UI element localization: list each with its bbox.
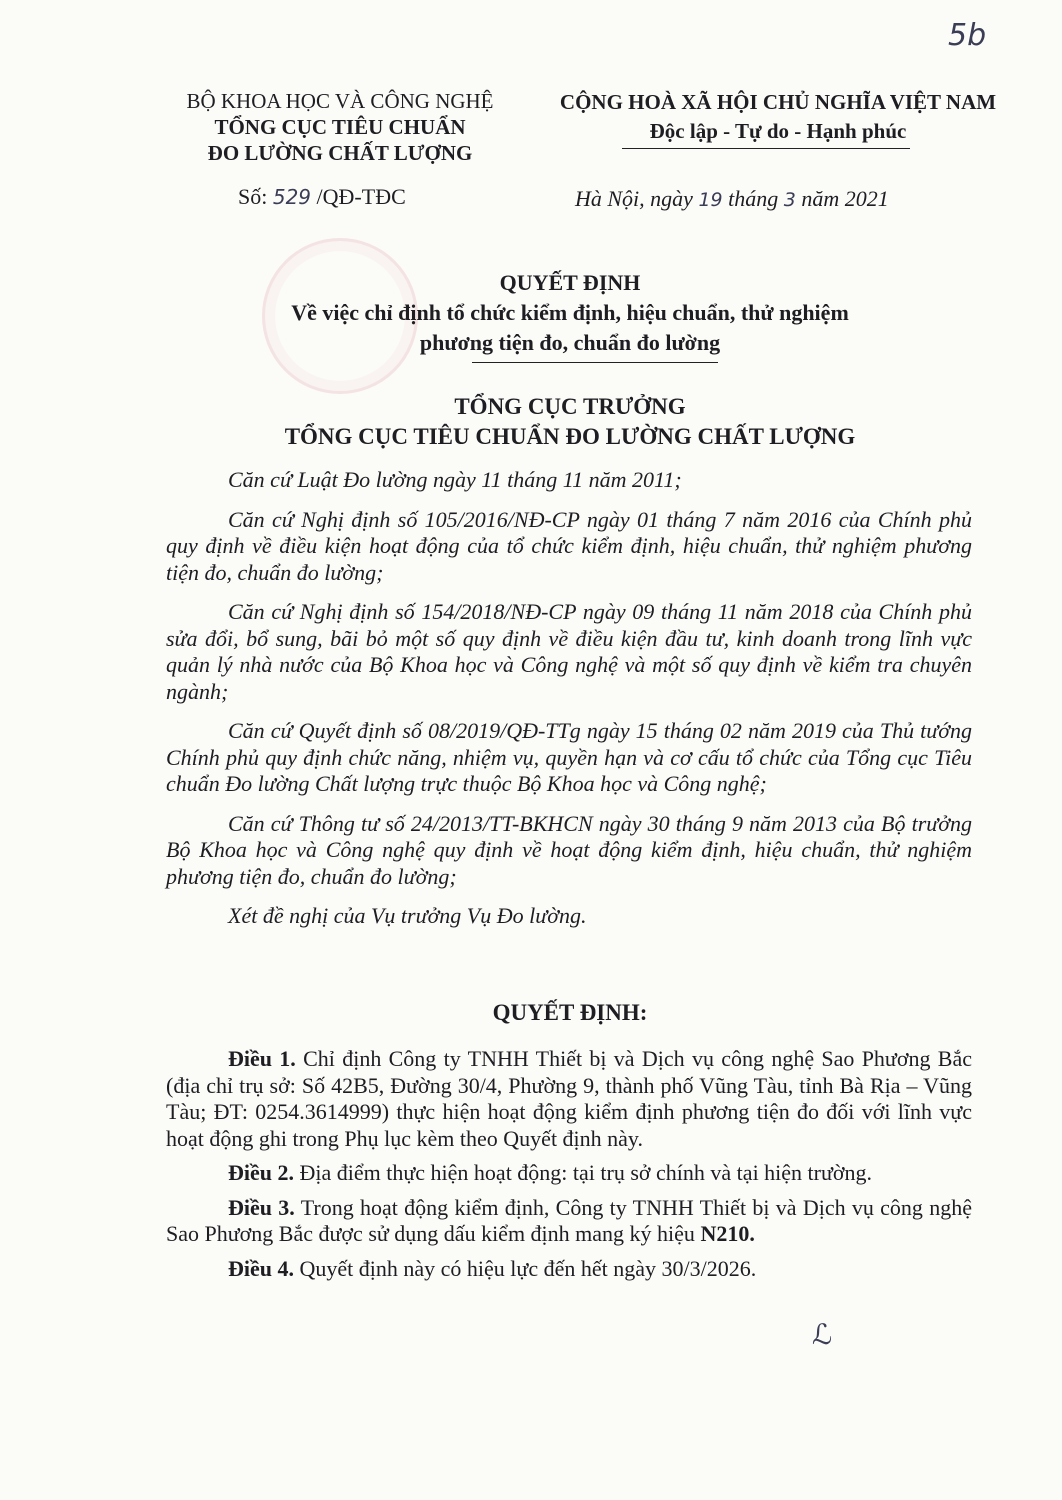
legal-bases <box>166 467 972 930</box>
issuing-agency-block <box>150 88 530 166</box>
article-2-label: Điều 2. <box>228 1160 294 1185</box>
article-1-text: Chỉ định Công ty TNHH Thiết bị và Dịch vụ công nghệ Sao Phương Bắc (địa chỉ trụ sở: Số 42B5, Đường 30/4, Phường 9, thành phố Vũng Tàu, tỉnh Bà Rịa – Vũng Tàu; ĐT: 0254.3614999) thực hiện hoạt động kiểm định phương tiện đo đối với lĩnh vực hoạt động ghi trong Phụ lục kèm theo Quyết định này. <box>166 1046 973 1151</box>
date-month-handwritten: 3 <box>783 189 796 211</box>
page-mark-handwritten: 5b <box>948 18 987 53</box>
authority-block <box>150 392 990 452</box>
basis-5: Căn cứ Thông tư số 24/2013/TT-BKHCN ngày 30 tháng 9 năm 2013 của Bộ trưởng Bộ Khoa học và Công nghệ quy định về hoạt động kiểm định, hiệu chuẩn, thử nghiệm phương tiện đo, chuẩn đo lường; <box>166 810 972 889</box>
article-1-label: Điều 1. <box>228 1046 296 1071</box>
date-prefix: Hà Nội, ngày <box>575 186 693 211</box>
stamp-symbol: N210. <box>700 1221 755 1246</box>
basis-4: Căn cứ Quyết định số 08/2019/QĐ-TTg ngày 15 tháng 02 năm 2019 của Thủ tướng Chính phủ quy định chức năng, nhiệm vụ, quyền hạn và cơ cấu tổ chức của Tổng cục Tiêu chuẩn Đo lường Chất lượng trực thuộc Bộ Khoa học và Công nghệ; <box>166 718 972 796</box>
number-handwritten: 529 <box>272 185 312 209</box>
date-day-handwritten: 19 <box>698 189 723 211</box>
article-1 <box>166 1046 972 1152</box>
document-date <box>575 186 889 212</box>
title-underline <box>472 362 718 363</box>
article-4-text: Quyết định này có hiệu lực đến hết ngày 30/3/2026. <box>299 1255 757 1281</box>
motto-underline <box>622 148 910 149</box>
article-4-label: Điều 4. <box>228 1255 294 1281</box>
decision-articles-heading: QUYẾT ĐỊNH: <box>492 1000 648 1025</box>
decision-title-block <box>150 268 990 358</box>
agency-name-line1: TỔNG CỤC TIÊU CHUẨN <box>214 115 466 139</box>
article-2 <box>166 1160 972 1187</box>
national-motto-block <box>538 88 1018 146</box>
article-2-text: Địa điểm thực hiện hoạt động: tại trụ sở chính và tại hiện trường. <box>299 1160 873 1185</box>
basis-6: Xét đề nghị của Vụ trưởng Vụ Đo lường. <box>228 903 587 928</box>
decision-heading: QUYẾT ĐỊNH <box>499 270 641 295</box>
agency-name-line2: ĐO LƯỜNG CHẤT LƯỢNG <box>207 141 473 165</box>
authority-title: TỔNG CỤC TRƯỞNG <box>454 394 686 419</box>
ministry-name: BỘ KHOA HỌC VÀ CÔNG NGHỆ <box>186 89 494 113</box>
article-3-text: Trong hoạt động kiểm định, Công ty TNHH Thiết bị và Dịch vụ công nghệ Sao Phương Bắc được sử dụng dấu kiểm định mang ký hiệu <box>166 1194 972 1246</box>
authority-agency: TỔNG CỤC TIÊU CHUẨN ĐO LƯỜNG CHẤT LƯỢNG <box>284 424 856 449</box>
handwritten-initial: ℒ <box>812 1318 833 1351</box>
date-year: năm 2021 <box>801 186 889 211</box>
article-3-label: Điều 3. <box>228 1194 295 1220</box>
subject-line-1: Về việc chỉ định tổ chức kiểm định, hiệu chuẩn, thử nghiệm <box>291 300 849 325</box>
number-suffix: /QĐ-TĐC <box>316 184 406 209</box>
date-month-label: tháng <box>728 186 779 211</box>
motto: Độc lập - Tự do - Hạnh phúc <box>649 119 907 143</box>
basis-3: Căn cứ Nghị định số 154/2018/NĐ-CP ngày 09 tháng 11 năm 2018 của Chính phủ sửa đổi, bổ sung, bãi bỏ một số quy định về điều kiện đầu tư, kinh doanh trong lĩnh vực quản lý nhà nước của Bộ Khoa học và Công nghệ và một số quy định về kiểm tra chuyên ngành; <box>166 599 972 704</box>
article-3 <box>166 1195 972 1248</box>
basis-1: Căn cứ Luật Đo lường ngày 11 tháng 11 năm 2011; <box>228 467 682 492</box>
articles <box>166 1046 972 1282</box>
country-name: CỘNG HOÀ XÃ HỘI CHỦ NGHĨA VIỆT NAM <box>559 90 997 114</box>
article-4 <box>166 1256 972 1283</box>
subject-line-2: phương tiện đo, chuẩn đo lường <box>419 330 721 355</box>
basis-2: Căn cứ Nghị định số 105/2016/NĐ-CP ngày 01 tháng 7 năm 2016 của Chính phủ quy định về điều kiện hoạt động của tổ chức kiểm định, hiệu chuẩn, thử nghiệm phương tiện đo, chuẩn đo lường; <box>166 506 972 585</box>
number-prefix: Số: <box>238 184 268 209</box>
document-number <box>238 184 406 210</box>
